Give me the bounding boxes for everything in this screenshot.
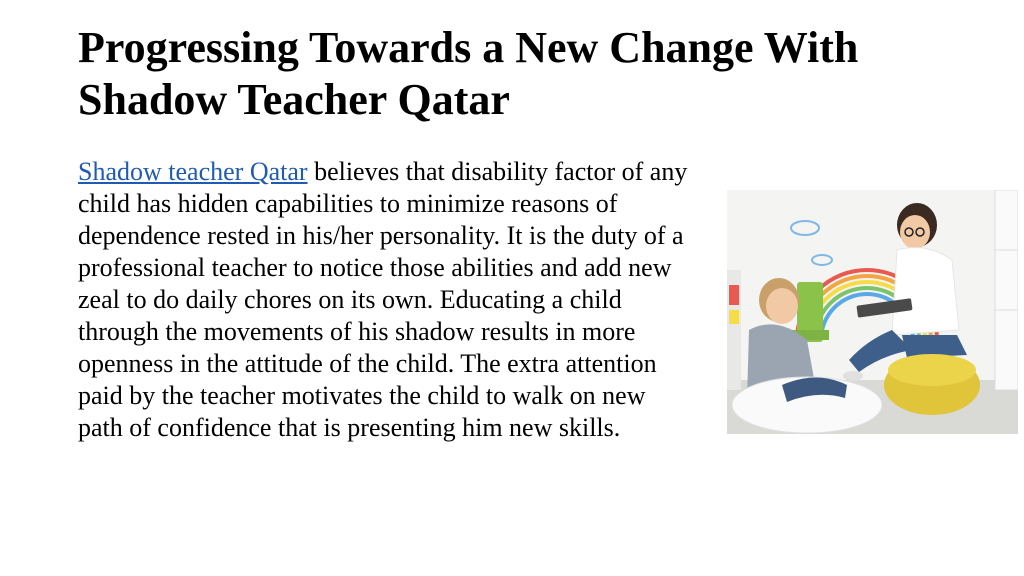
body-text: believes that disability factor of any child has hidden capabilities to minimize reasons of dependence rested in his/her personality. It is the duty of a professional teacher to notice those abilities and add new zeal to do daily chores on its own. Educating a child through the movements of his shadow results in more openness in the attitude of the child. The extra attention paid by the teacher motivates the child to walk on new path of confidence that is presenting him new skills. xyxy=(78,157,688,442)
slide-title: Progressing Towards a New Change With Shadow Teacher Qatar xyxy=(78,23,859,124)
shadow-teacher-qatar-link[interactable]: Shadow teacher Qatar xyxy=(78,157,308,186)
teacher-child-photo xyxy=(727,190,1018,434)
body-paragraph xyxy=(78,156,688,444)
photo-illustration xyxy=(727,190,1018,434)
